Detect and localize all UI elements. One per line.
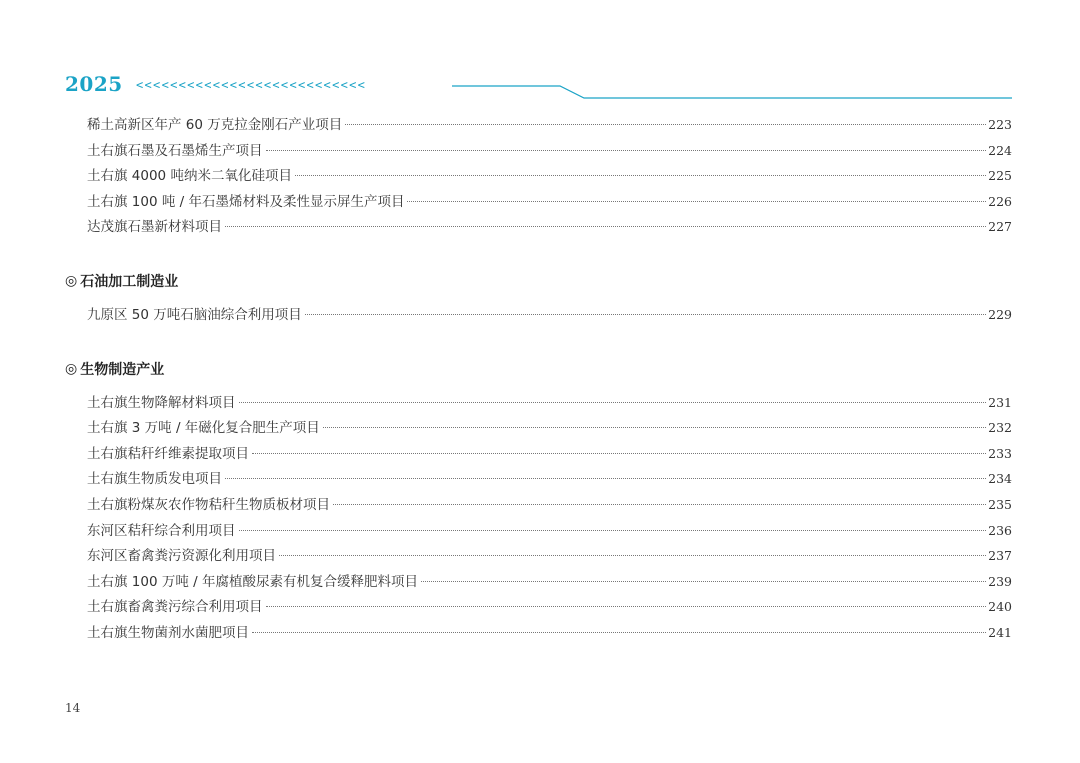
toc-entry[interactable] — [65, 621, 1012, 647]
toc-entry[interactable] — [65, 391, 1012, 417]
toc-entry-page: 229 — [988, 306, 1012, 322]
circle-bullet-icon: ◎ — [65, 273, 78, 290]
dot-leader — [239, 402, 987, 403]
toc-entry-title: 土右旗生物菌剂水菌肥项目 — [87, 624, 249, 641]
toc-entry-page: 235 — [988, 496, 1012, 512]
toc-entry[interactable] — [65, 442, 1012, 468]
dot-leader — [305, 314, 986, 315]
table-of-contents — [65, 113, 1012, 647]
toc-entry-title: 土右旗畜禽粪污综合利用项目 — [87, 599, 263, 616]
toc-entry-title: 东河区畜禽粪污资源化利用项目 — [87, 548, 276, 565]
toc-entry-page: 239 — [988, 573, 1012, 589]
dot-leader — [345, 124, 986, 125]
toc-entry-title: 土右旗 3 万吨 / 年磁化复合肥生产项目 — [87, 420, 320, 437]
circle-bullet-icon: ◎ — [65, 361, 78, 378]
toc-entry[interactable] — [65, 416, 1012, 442]
toc-entry-title: 土右旗生物降解材料项目 — [87, 394, 236, 411]
toc-entry[interactable] — [65, 519, 1012, 545]
dot-leader — [407, 201, 986, 202]
toc-entry-page: 240 — [988, 599, 1012, 615]
toc-entry-page: 241 — [988, 624, 1012, 640]
dot-leader — [225, 226, 986, 227]
toc-entry-page: 236 — [988, 522, 1012, 538]
toc-entry-page: 233 — [988, 445, 1012, 461]
dot-leader — [225, 478, 986, 479]
section-heading[interactable] — [65, 269, 1012, 294]
dot-leader — [239, 530, 987, 531]
toc-entry-page: 226 — [988, 193, 1012, 209]
toc-entry[interactable] — [65, 467, 1012, 493]
toc-entry-page: 224 — [988, 142, 1012, 158]
toc-entry[interactable] — [65, 190, 1012, 216]
toc-entry-page: 225 — [988, 168, 1012, 184]
toc-entry[interactable] — [65, 303, 1012, 329]
toc-entry[interactable] — [65, 139, 1012, 165]
toc-entry-page: 232 — [988, 420, 1012, 436]
header-rule-line — [0, 0, 1080, 110]
toc-entry[interactable] — [65, 544, 1012, 570]
footer-page-number: 14 — [65, 701, 81, 715]
header-year: 2025 — [65, 72, 123, 96]
section-heading[interactable] — [65, 357, 1012, 382]
toc-entry-title: 土右旗秸秆纤维素提取项目 — [87, 445, 249, 462]
dot-leader — [279, 555, 986, 556]
toc-entry-page: 234 — [988, 471, 1012, 487]
dot-leader — [295, 175, 986, 176]
toc-entry-title: 达茂旗石墨新材料项目 — [87, 219, 222, 236]
dot-leader — [421, 581, 986, 582]
toc-entry[interactable] — [65, 164, 1012, 190]
toc-entry-page: 227 — [988, 219, 1012, 235]
toc-entry-page: 237 — [988, 548, 1012, 564]
toc-entry-title: 东河区秸秆综合利用项目 — [87, 522, 236, 539]
toc-entry-title: 土右旗石墨及石墨烯生产项目 — [87, 142, 263, 159]
toc-entry[interactable] — [65, 570, 1012, 596]
dot-leader — [333, 504, 986, 505]
toc-entry[interactable] — [65, 113, 1012, 139]
toc-entry-title: 土右旗 4000 吨纳米二氧化硅项目 — [87, 168, 292, 185]
section-heading-label: 生物制造产业 — [80, 362, 165, 379]
toc-entry-page: 223 — [988, 117, 1012, 132]
toc-entry-page: 231 — [988, 394, 1012, 410]
toc-entry-title: 土右旗 100 吨 / 年石墨烯材料及柔性显示屏生产项目 — [87, 193, 405, 210]
dot-leader — [323, 427, 986, 428]
toc-entry-title: 九原区 50 万吨石脑油综合利用项目 — [87, 306, 302, 323]
dot-leader — [252, 632, 986, 633]
toc-entry-title: 土右旗生物质发电项目 — [87, 471, 222, 488]
toc-entry-title: 土右旗粉煤灰农作物秸秆生物质板材项目 — [87, 496, 330, 513]
toc-entry[interactable] — [65, 493, 1012, 519]
dot-leader — [266, 150, 987, 151]
header-chevron-decoration: <<<<<<<<<<<<<<<<<<<<<<<<<<< — [136, 78, 367, 92]
dot-leader — [252, 453, 986, 454]
dot-leader — [266, 606, 987, 607]
toc-entry-title: 土右旗 100 万吨 / 年腐植酸尿素有机复合缓释肥料项目 — [87, 573, 418, 590]
toc-entry[interactable] — [65, 215, 1012, 241]
toc-entry[interactable] — [65, 595, 1012, 621]
toc-entry-title: 稀土高新区年产 60 万克拉金刚石产业项目 — [87, 117, 343, 133]
section-heading-label: 石油加工制造业 — [80, 274, 179, 291]
page-header — [0, 0, 1080, 110]
